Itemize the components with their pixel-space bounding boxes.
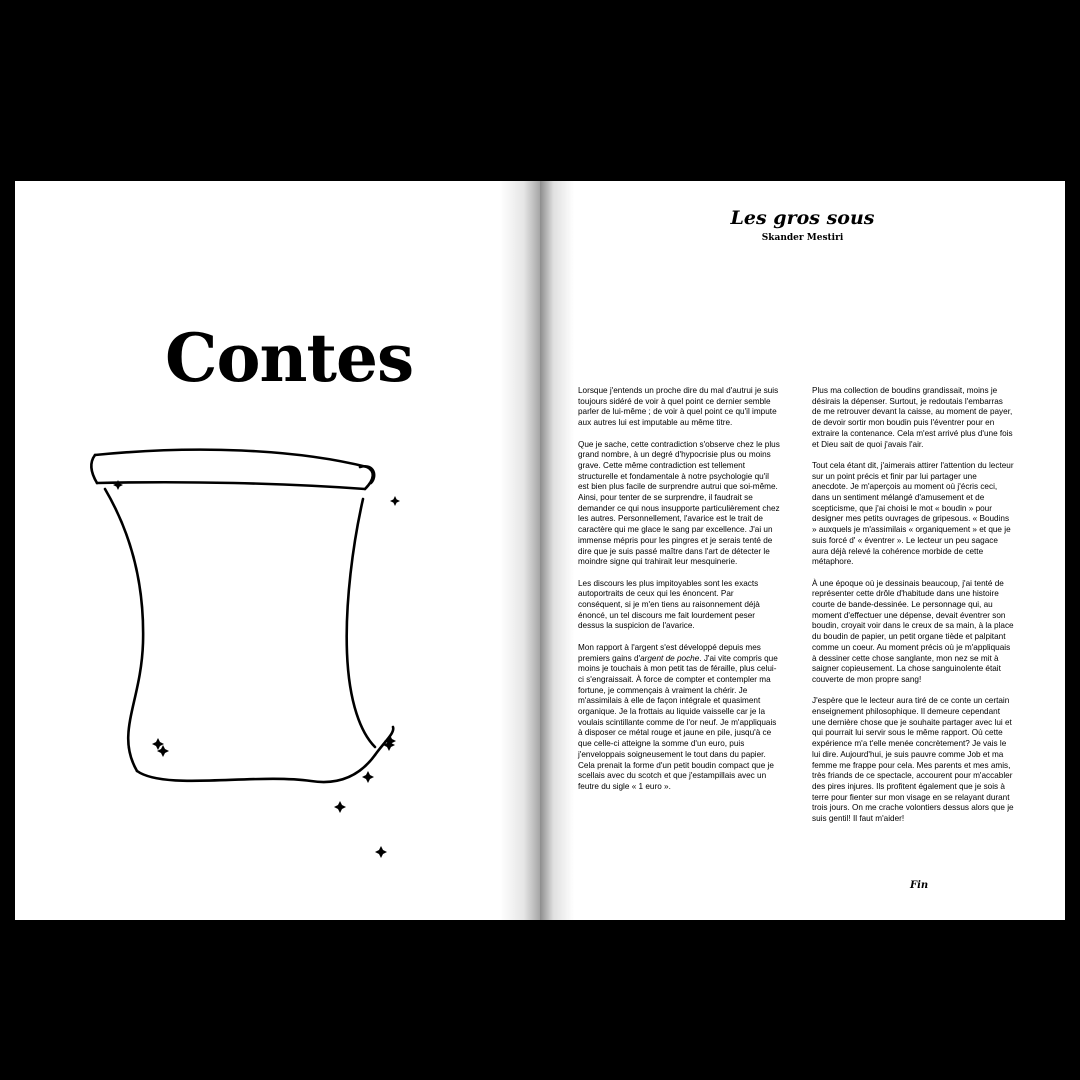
paragraph: Que je sache, cette contradiction s'observe chez le plus grand nombre, à un degré d'hypocrisie plus ou moins grave. Cette même contradiction est tellement structurelle et fondamentale à notre psychologie qu'il est bien plus facile de surprendre autrui que soi-même. Ainsi, pour tenter de se surprendre, il faudrait se demander ce qui nous insupporte particulièrement chez les autres. Personnellement, l'avarice est le trait de caractère qui me glace le sang par excellence. J'ai un immense mépris pour les pingres et je serais tenté de dire que je suis passé maître dans l'art de détecter le moindre signe qui trahirait leur mesquinerie. [578,439,780,567]
ending-mark: Fin [910,880,929,891]
paragraph: J'espère que le lecteur aura tiré de ce conte un certain enseignement philosophique. Il demeure cependant une dernière chose que je souhaite partager avec lui et qui pourrait lui servir sous le même rapport. Où cette expérience m'a t'elle menée concrètement? Je vais le lui dire. Aujourd'hui, je suis pauvre comme Job et ma femme me frappe pour cela. Mes parents et mes amis, très friands de ce spectacle, accourent pour m'accabler des pires injures. Ils profitent également que je sois à terre pour fienter sur mon visage en se relayant durant trois jours. On me crache volontiers dessus alors que je suis gentil! Il faut m'aider! [812,696,1014,824]
story-title: Les gros sous [730,207,875,229]
gutter-shadow [500,181,540,920]
text-column-1 [578,386,780,803]
magazine-spread [15,181,1065,920]
story-author: Skander Mestiri [761,233,844,243]
section-title: Contes [165,319,414,397]
emphasis-text: argent de poche [640,653,700,663]
bag-illustration [75,443,415,863]
paragraph: Les discours les plus impitoyables sont les exacts autoportraits de ceux qui les énoncent. Par conséquent, si je m'en tiens au raisonnement déjà énoncé, un tel discours me fait lourdement peser dessus la suspicion de l'avarice. [578,578,760,631]
left-page [15,181,540,920]
paragraph-text: Mon rapport à l'argent s'est développé depuis mes premiers gains d' [578,642,761,663]
paragraph-text: . J'ai vite compris que moins je touchais à mon petit tas de féraille, plus celui-ci s'engraissait. À force de compter et contempler ma fortune, je commençais à vraiment la chérir. Je m'assimilais à elle de façon intégrale et quasiment organique. Je la frottais au liquide vaisselle car je la voulais scintillante comme de l'or neuf. Je m'appliquais à disposer ce métal rouge et jaune en pile, jusqu'à ce que celle-ci atteigne la somme d'un euro, puis j'enveloppais soigneusement le tout dans du papier. Cela prenait la forme d'un petit boudin compact que je scellais avec du scotch et que j'estampillais avec un feutre du sigle « 1 euro ». [578,653,778,791]
paragraph: Tout cela étant dit, j'aimerais attirer l'attention du lecteur sur un point précis et finir par lui partager une anecdote. Je m'aperçois au moment où j'écris ceci, dans un sentiment mélangé d'amusement et de scepticisme, que j'ai choisi le mot « boudin » pour designer mes petits ouvrages de gripesous. « Boudins » auxquels je m'assimilais « organiquement » et que je suis forcé d' « éventrer ». Le lecteur un peu sagace aura déjà relevé la cohérence morbide de cette métaphore. [812,460,1014,567]
gutter-shadow [540,181,574,920]
paragraph [578,643,780,793]
paragraph: Plus ma collection de boudins grandissait, moins je désirais la dépenser. Surtout, je redoutais l'embarras de me retrouver devant la caisse, au moment de payer, de devoir sortir mon boudin puis l'éventrer pour en extraire la contenance. Cela m'est arrivé plus d'une fois et Dieu sait de quoi j'avais l'air. [812,386,1013,449]
right-page [540,181,1065,920]
paragraph: À une époque où je dessinais beaucoup, j'ai tenté de représenter cette drôle d'habitude dans une histoire courte de bande-dessinée. Le personnage qui, au moment d'effectuer une dépense, devait éventrer son boudin, croyait voir dans le creux de sa main, à la place du boudin de papier, un petit organe tiède et palpitant comme un coeur. Au moment précis où je m'appliquais à dessiner cette chose sanglante, mon nez se mit à saigner copieusement. La chose sanguinolente était couverte de mon propre sang! [812,578,1014,684]
paragraph: Lorsque j'entends un proche dire du mal d'autrui je suis toujours sidéré de voir à quel point ce dernier semble parler de lui-même ; de voir à quel point ce qu'il impute aux autres lui est imputable au même titre. [578,386,779,428]
text-column-2 [812,386,1014,835]
